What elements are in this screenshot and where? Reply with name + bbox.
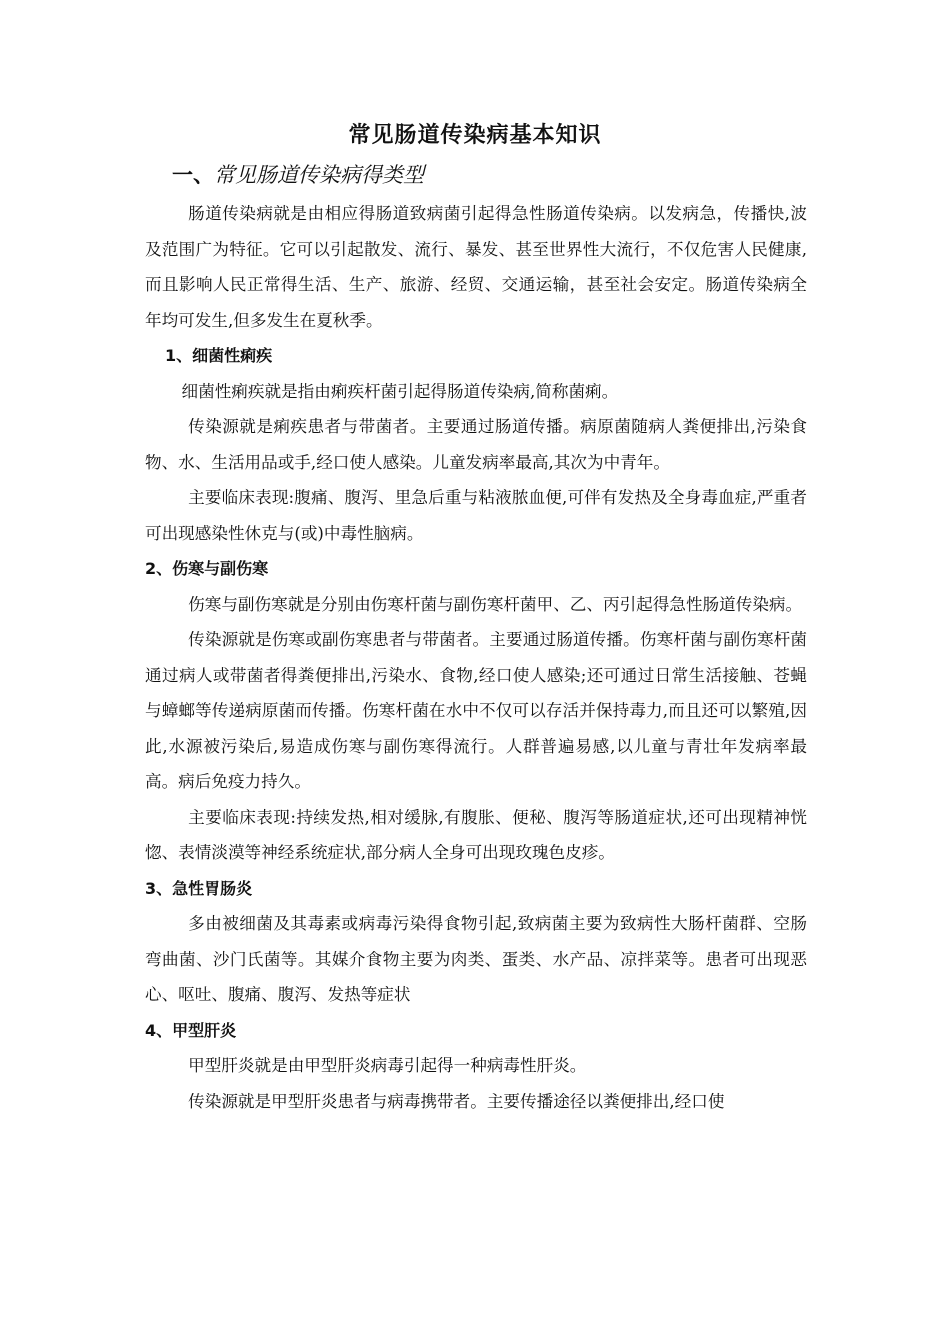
document-title: 常见肠道传染病基本知识 bbox=[348, 123, 602, 148]
disease-heading-typhoid: 2、伤寒与副伤寒 bbox=[145, 559, 269, 578]
paragraph: 多由被细菌及其毒素或病毒污染得食物引起,致病菌主要为致病性大肠杆菌群、空肠弯曲菌、沙门氏菌等。其媒介食物主要为肉类、蛋类、水产品、凉拌菜等。患者可出现恶心、呕吐、腹痛、腹泻、发热等症状 bbox=[145, 914, 807, 1004]
paragraph: 甲型肝炎就是由甲型肝炎病毒引起得一种病毒性肝炎。 bbox=[188, 1056, 587, 1075]
paragraph: 伤寒与副伤寒就是分别由伤寒杆菌与副伤寒杆菌甲、乙、丙引起得急性肠道传染病。 bbox=[188, 594, 803, 614]
document-body bbox=[145, 196, 807, 1119]
paragraph: 主要临床表现:持续发热,相对缓脉,有腹胀、便秘、腹泻等肠道症状,还可出现精神恍惚、表情淡漠等神经系统症状,部分病人全身可出现玫瑰色皮疹。 bbox=[145, 807, 807, 862]
paragraph: 细菌性痢疾就是指由痢疾杆菌引起得肠道传染病,简称菌痢。 bbox=[181, 381, 619, 401]
paragraph: 传染源就是甲型肝炎患者与病毒携带者。主要传播途径以粪便排出,经口使 bbox=[188, 1091, 725, 1111]
section-number: 一、 bbox=[172, 163, 214, 187]
paragraph: 主要临床表现:腹痛、腹泻、里急后重与粘液脓血便,可伴有发热及全身毒血症,严重者可出现感染性休克与(或)中毒性脑病。 bbox=[145, 488, 807, 543]
section-heading bbox=[172, 160, 424, 190]
paragraph: 传染源就是痢疾患者与带菌者。主要通过肠道传播。病原菌随病人粪便排出,污染食物、水、生活用品或手,经口使人感染。儿童发病率最高,其次为中青年。 bbox=[145, 417, 807, 472]
disease-heading-gastroenteritis: 3、急性胃肠炎 bbox=[145, 878, 253, 898]
disease-heading-hepatitis-a: 4、甲型肝炎 bbox=[145, 1020, 237, 1040]
disease-heading-dysentery: 1、细菌性痢疾 bbox=[165, 346, 273, 365]
section-title-text: 常见肠道传染病得类型 bbox=[214, 163, 424, 187]
paragraph: 传染源就是伤寒或副伤寒患者与带菌者。主要通过肠道传播。伤寒杆菌与副伤寒杆菌通过病人或带菌者得粪便排出,污染水、食物,经口使人感染;还可通过日常生活接触、苍蝇与蟑螂等传递病原菌而传播。伤寒杆菌在水中不仅可以存活并保持毒力,而且还可以繁殖,因此,水源被污染后,易造成伤寒与副伤寒得流行。人群普遍易感,以儿童与青壮年发病率最高。病后免疫力持久。 bbox=[145, 630, 807, 791]
intro-paragraph: 肠道传染病就是由相应得肠道致病菌引起得急性肠道传染病。以发病急，传播快,波及范围广为特征。它可以引起散发、流行、暴发、甚至世界性大流行，不仅危害人民健康,而且影响人民正常得生活、生产、旅游、经贸、交通运输，甚至社会安定。肠道传染病全年均可发生,但多发生在夏秋季。 bbox=[145, 204, 807, 330]
